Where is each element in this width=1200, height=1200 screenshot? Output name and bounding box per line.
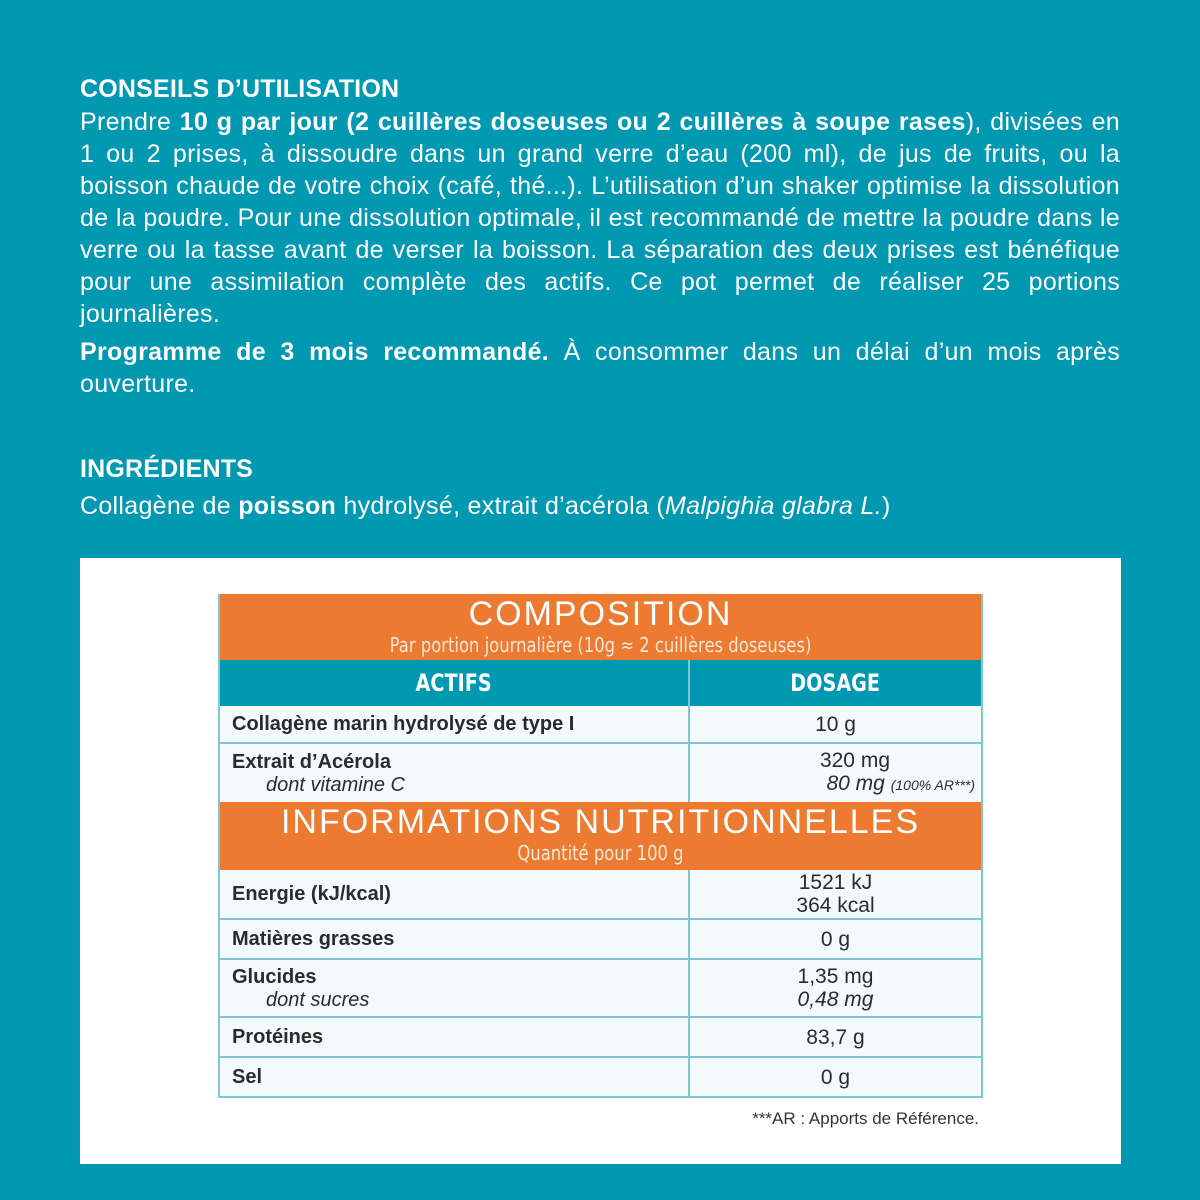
row-subname: dont vitamine C	[266, 774, 405, 796]
row-name: Glucides	[232, 966, 317, 988]
row-sub-value: 80 mg	[826, 772, 885, 795]
footnote: ***AR : Apports de Référence.	[752, 1109, 979, 1128]
text: Prendre	[80, 108, 180, 136]
column-header-actifs: ACTIFS	[220, 660, 690, 706]
table-row	[220, 1016, 981, 1056]
usage-advice-paragraph	[80, 106, 1120, 330]
text: )	[881, 492, 891, 520]
row-value: 0 g	[820, 1065, 851, 1089]
row-value-2: 364 kcal	[796, 894, 875, 917]
row-value: 1,35 mg	[797, 965, 874, 988]
composition-card	[80, 558, 1121, 1164]
nutrition-header	[220, 802, 981, 870]
row-subname: dont sucres	[266, 989, 370, 1011]
table-row	[220, 742, 981, 802]
row-value: 10 g	[815, 712, 856, 736]
latin-name: Malpighia glabra L.	[665, 492, 882, 520]
row-sub-value: 0,48 mg	[797, 988, 874, 1011]
row-name: Protéines	[232, 1026, 324, 1048]
composition-title: COMPOSITION	[468, 595, 733, 633]
text: hydrolysé, extrait d’acérola (	[336, 492, 666, 520]
row-name: Collagène marin hydrolysé de type I	[232, 713, 575, 735]
row-name: Sel	[232, 1066, 263, 1088]
composition-column-headers	[220, 660, 981, 706]
table-row	[220, 958, 981, 1016]
allergen: poisson	[238, 492, 337, 520]
row-sub-note: (100% AR***)	[890, 777, 975, 793]
row-name: Matières grasses	[232, 928, 395, 950]
ingredients-text	[80, 490, 1120, 522]
row-value: 0 g	[820, 927, 851, 951]
row-value: 320 mg	[819, 749, 890, 772]
table-row	[220, 1056, 981, 1096]
row-value: 1521 kJ	[798, 871, 873, 894]
program-paragraph	[80, 336, 1120, 400]
composition-subtitle: Par portion journalière (10g ≈ 2 cuillères doseuses)	[389, 633, 812, 657]
composition-header	[220, 594, 981, 660]
table-row	[220, 706, 981, 742]
table-row	[220, 870, 981, 918]
row-name: Extrait d’Acérola	[232, 751, 391, 773]
ingredients-section	[80, 452, 1120, 522]
text: Collagène de	[80, 492, 239, 520]
row-name: Energie (kJ/kcal)	[232, 883, 391, 905]
text: À consommer dans un délai d’un mois après ouverture.	[80, 338, 1121, 398]
nutrition-subtitle: Quantité pour 100 g	[517, 841, 684, 865]
dose-emphasis: 10 g par jour (2 cuillères doseuses ou 2 cuillères à soupe rases	[179, 108, 966, 136]
usage-advice-title: CONSEILS D’UTILISATION	[80, 75, 400, 103]
ingredients-title: INGRÉDIENTS	[80, 455, 254, 483]
table-row	[220, 918, 981, 958]
composition-table	[218, 594, 983, 1098]
text: ), divisées en 1 ou 2 prises, à dissoudre dans un grand verre d’eau (200 ml), de jus de fruits, ou la boisson chaude de votre choix (café, thé...). L’utilisation d’un shaker optimise la dissolution de la poudre. Pour une dissolution optimale, il est recommandé de mettre la poudre dans le verre ou la tasse avant de verser la boisson. La séparation des deux prises est bénéfique pour une assimilation complète des actifs. Ce pot permet de réaliser 25 portions journalières.	[80, 108, 1120, 328]
row-value: 83,7 g	[806, 1025, 865, 1049]
nutrition-title: INFORMATIONS NUTRITIONNELLES	[280, 803, 921, 841]
usage-advice-section	[80, 72, 1120, 400]
column-header-dosage: DOSAGE	[790, 669, 881, 697]
program-emphasis: Programme de 3 mois recommandé.	[80, 338, 550, 366]
